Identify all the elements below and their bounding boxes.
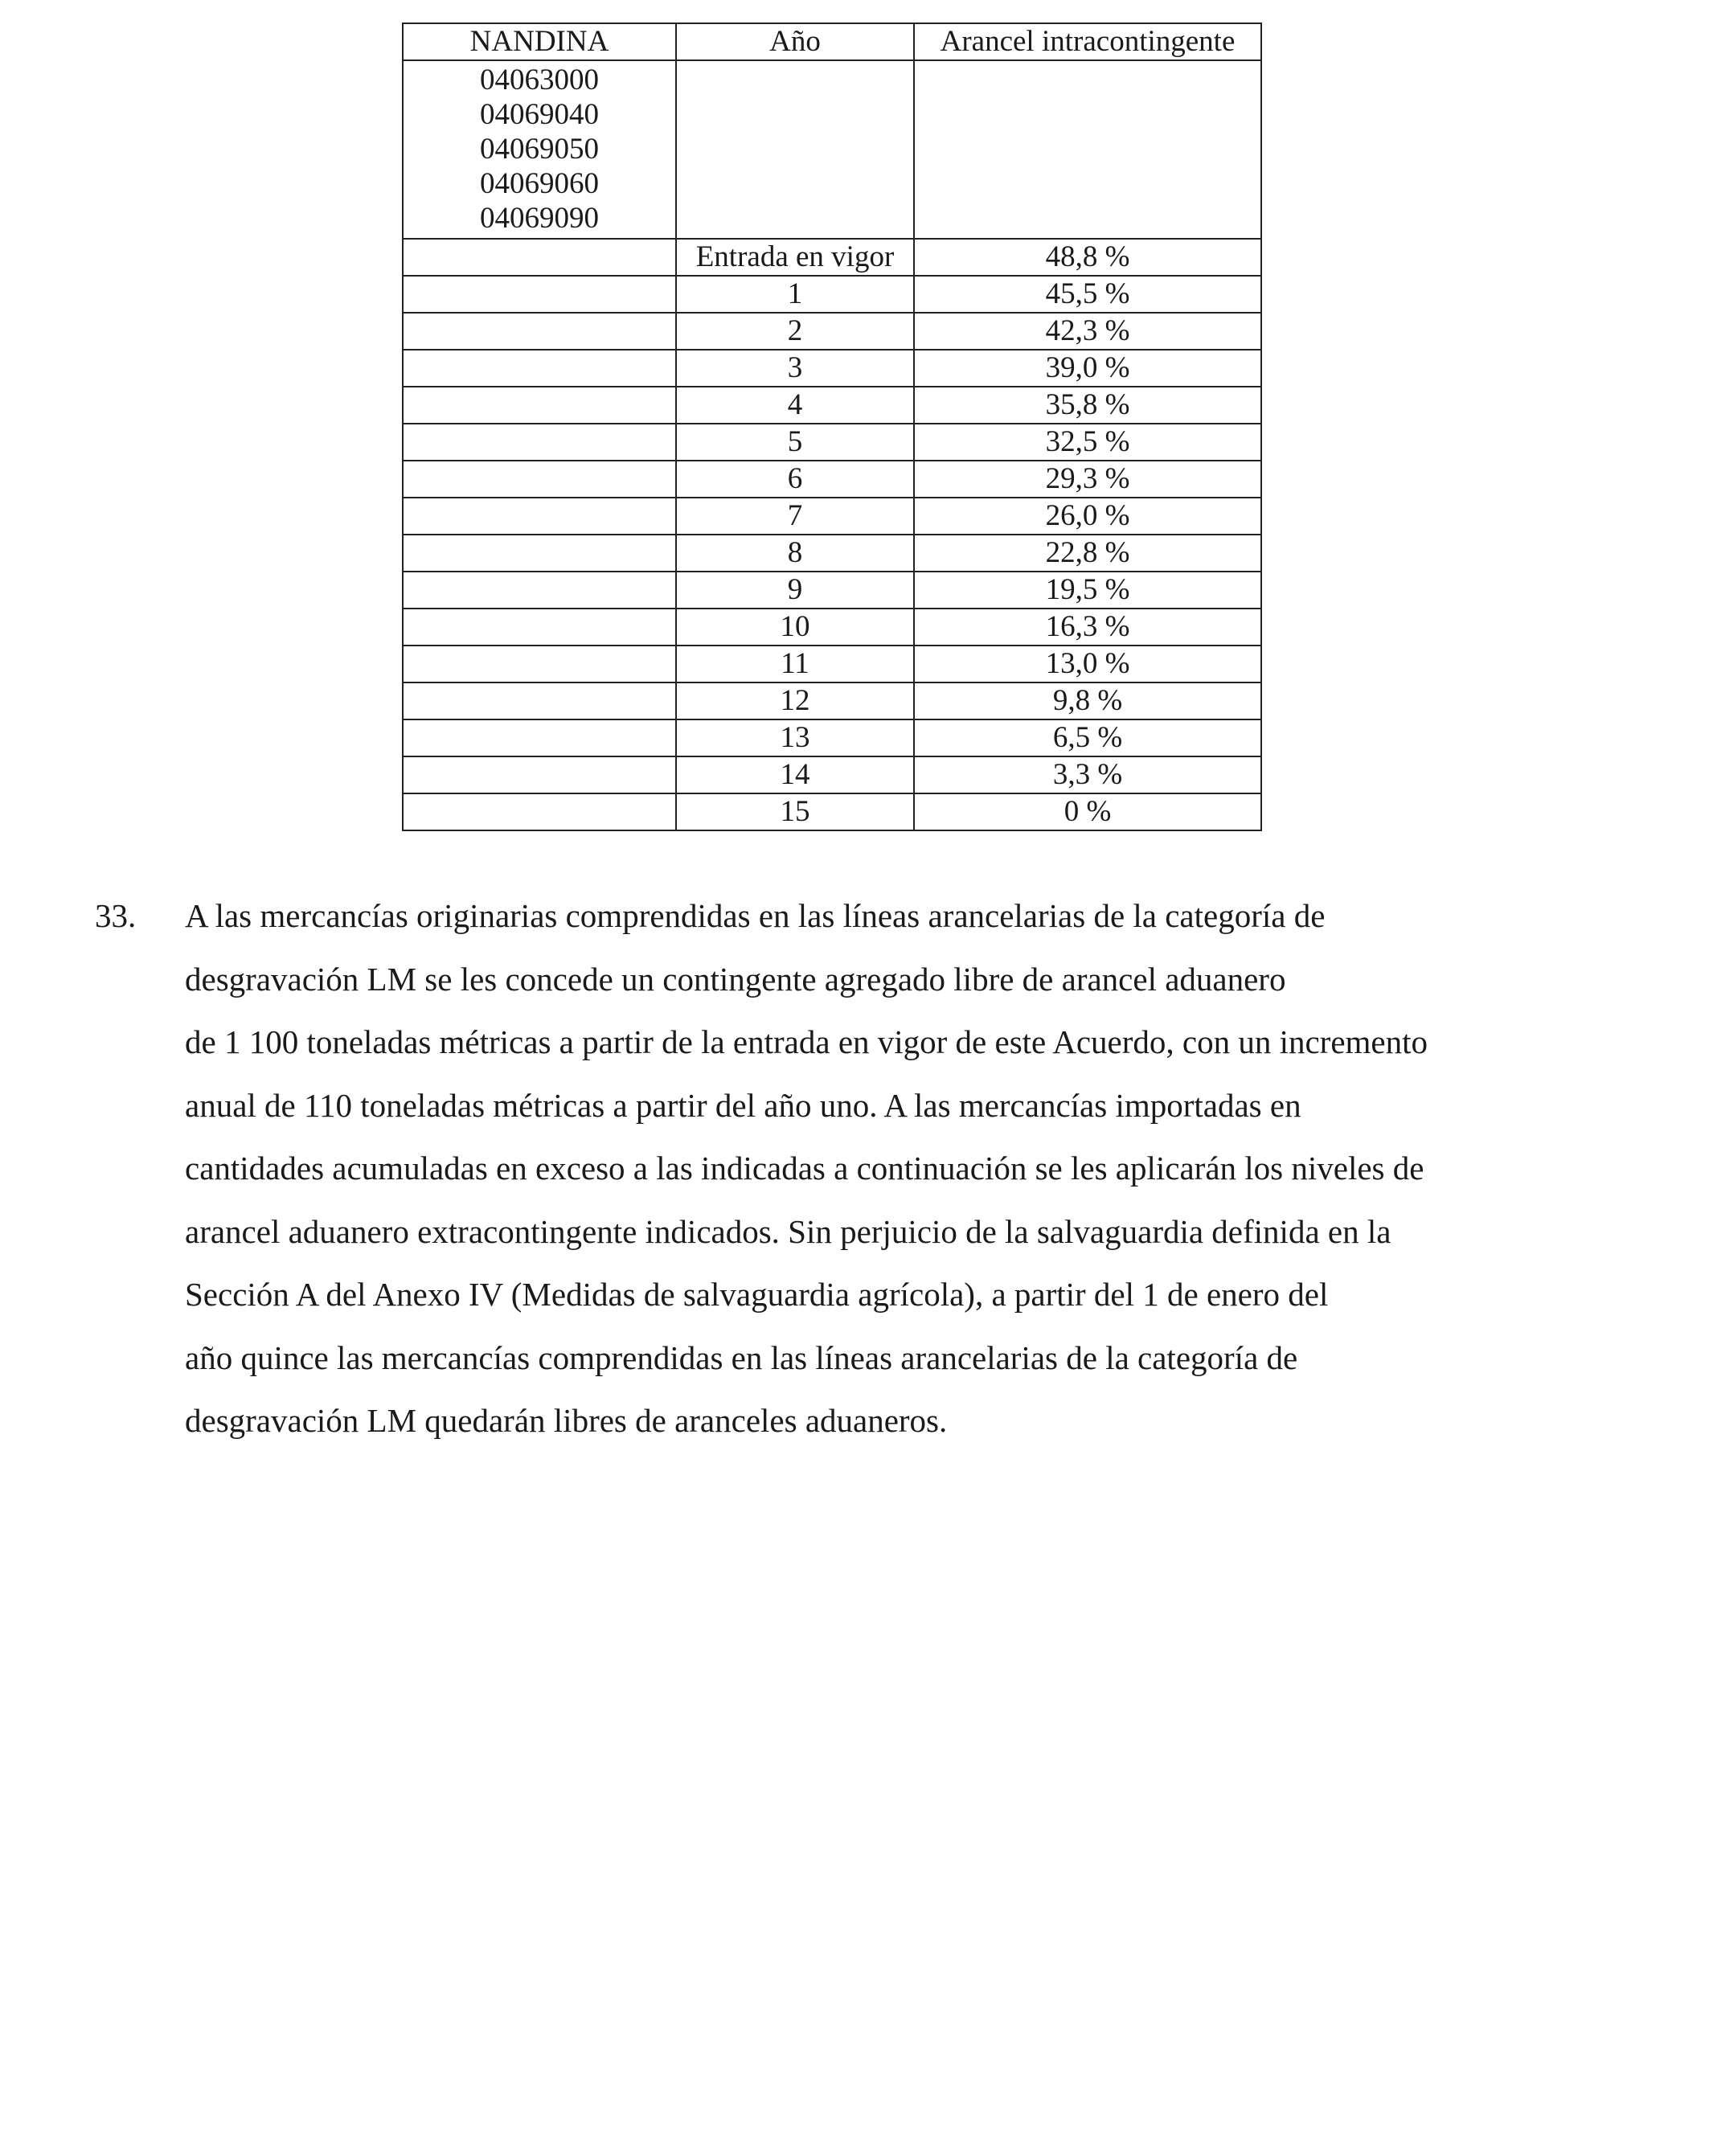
empty-nandina-cell <box>403 535 676 572</box>
empty-nandina-cell <box>403 350 676 387</box>
year-cell: 13 <box>676 719 914 756</box>
empty-nandina-cell <box>403 424 676 461</box>
rate-cell: 19,5 % <box>914 572 1261 609</box>
nandina-codes-cell <box>403 60 676 239</box>
year-cell: 3 <box>676 350 914 387</box>
nandina-code: 04069040 <box>480 98 599 131</box>
rate-cell: 48,8 % <box>914 239 1261 276</box>
year-cell: 7 <box>676 498 914 535</box>
year-cell: 6 <box>676 461 914 498</box>
paragraph-line: Sección A del Anexo IV (Medidas de salvaguardia agrícola), a partir del 1 de enero del <box>185 1276 1329 1313</box>
table-row <box>403 350 1261 387</box>
paragraph-line: arancel aduanero extracontingente indicados. Sin perjuicio de la salvaguardia definida en la <box>185 1212 1391 1250</box>
paragraph-line: desgravación LM se les concede un contingente agregado libre de arancel aduanero <box>185 960 1286 998</box>
table-row <box>403 793 1261 830</box>
empty-nandina-cell <box>403 609 676 646</box>
year-cell: Entrada en vigor <box>676 239 914 276</box>
rate-cell: 26,0 % <box>914 498 1261 535</box>
year-cell: 4 <box>676 387 914 424</box>
empty-nandina-cell <box>403 682 676 719</box>
year-cell: 11 <box>676 646 914 682</box>
empty-nandina-cell <box>403 646 676 682</box>
rate-cell: 45,5 % <box>914 276 1261 313</box>
table-row <box>403 424 1261 461</box>
year-cell: 10 <box>676 609 914 646</box>
rate-cell: 3,3 % <box>914 756 1261 793</box>
empty-nandina-cell <box>403 461 676 498</box>
empty-nandina-cell <box>403 572 676 609</box>
table-row <box>403 682 1261 719</box>
table-row <box>403 719 1261 756</box>
nandina-code: 04069060 <box>480 167 599 200</box>
rate-cell: 42,3 % <box>914 313 1261 350</box>
nandina-code: 04063000 <box>480 64 599 96</box>
codes-row <box>403 60 1261 239</box>
table-row <box>403 461 1261 498</box>
year-cell: 9 <box>676 572 914 609</box>
empty-nandina-cell <box>403 276 676 313</box>
paragraph-line: anual de 110 toneladas métricas a partir del año uno. A las mercancías importadas en <box>185 1086 1301 1124</box>
header-nandina: NANDINA <box>403 23 676 60</box>
empty-nandina-cell <box>403 387 676 424</box>
empty-year-cell <box>676 60 914 239</box>
rate-cell: 29,3 % <box>914 461 1261 498</box>
table-row <box>403 609 1261 646</box>
empty-nandina-cell <box>403 719 676 756</box>
paragraph-body <box>185 884 1664 1453</box>
table-row <box>403 756 1261 793</box>
empty-nandina-cell <box>403 756 676 793</box>
table-row <box>403 572 1261 609</box>
table-row <box>403 239 1261 276</box>
table-row <box>403 646 1261 682</box>
table-row <box>403 535 1261 572</box>
paragraph-line: año quince las mercancías comprendidas en las líneas arancelarias de la categoría de <box>185 1338 1298 1376</box>
rate-cell: 6,5 % <box>914 719 1261 756</box>
empty-nandina-cell <box>403 313 676 350</box>
year-cell: 15 <box>676 793 914 830</box>
header-in-quota-tariff: Arancel intracontingente <box>914 23 1261 60</box>
nandina-code: 04069050 <box>480 133 599 166</box>
paragraph-line: cantidades acumuladas en exceso a las indicadas a continuación se les aplicarán los niveles de <box>185 1150 1424 1187</box>
year-cell: 12 <box>676 682 914 719</box>
paragraph-line: A las mercancías originarias comprendidas en las líneas arancelarias de la categoría de <box>185 897 1326 934</box>
paragraph-number: 33. <box>95 897 137 934</box>
empty-rate-cell <box>914 60 1261 239</box>
table-row <box>403 498 1261 535</box>
rate-cell: 16,3 % <box>914 609 1261 646</box>
tariff-schedule-table <box>402 23 1262 831</box>
rate-cell: 13,0 % <box>914 646 1261 682</box>
rate-cell: 35,8 % <box>914 387 1261 424</box>
empty-nandina-cell <box>403 498 676 535</box>
empty-nandina-cell <box>403 239 676 276</box>
rate-cell: 0 % <box>914 793 1261 830</box>
paragraph-line: desgravación LM quedarán libres de aranceles aduaneros. <box>185 1402 948 1439</box>
year-cell: 14 <box>676 756 914 793</box>
paragraph-line: de 1 100 toneladas métricas a partir de la entrada en vigor de este Acuerdo, con un incremento <box>185 1023 1428 1060</box>
year-cell: 5 <box>676 424 914 461</box>
year-cell: 8 <box>676 535 914 572</box>
header-year: Año <box>676 23 914 60</box>
table-row <box>403 276 1261 313</box>
empty-nandina-cell <box>403 793 676 830</box>
rate-cell: 39,0 % <box>914 350 1261 387</box>
table-row <box>403 387 1261 424</box>
table-row <box>403 313 1261 350</box>
nandina-code: 04069090 <box>480 202 599 235</box>
table-header-row <box>403 23 1261 60</box>
rate-cell: 22,8 % <box>914 535 1261 572</box>
rate-cell: 32,5 % <box>914 424 1261 461</box>
year-cell: 2 <box>676 313 914 350</box>
rate-cell: 9,8 % <box>914 682 1261 719</box>
year-cell: 1 <box>676 276 914 313</box>
